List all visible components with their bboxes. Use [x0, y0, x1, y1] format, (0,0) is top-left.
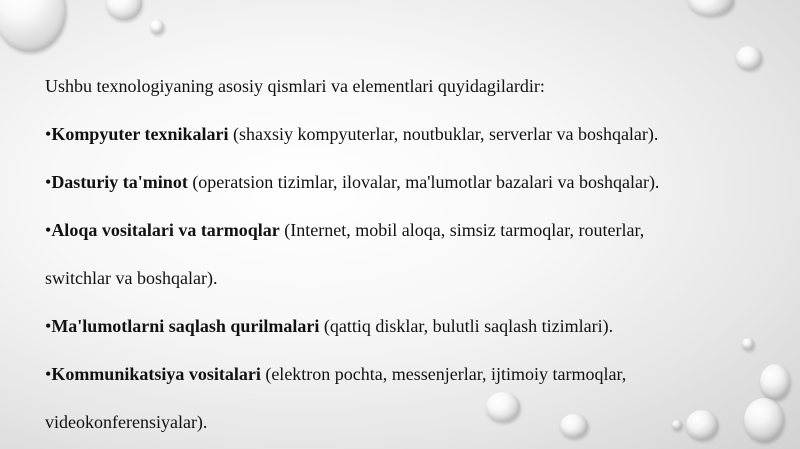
item-description: (Internet, mobil aloqa, simsiz tarmoqlar, routerlar,: [279, 220, 645, 240]
bullet: •: [45, 220, 52, 240]
water-drop-decoration: [0, 0, 66, 52]
list-item: [45, 110, 765, 158]
item-continuation: switchlar va boshqalar).: [45, 268, 218, 288]
item-term: Kompyuter texnikalari: [51, 124, 229, 144]
slide-body: [45, 62, 765, 446]
bullet: •: [45, 316, 52, 336]
item-description: (shaxsiy kompyuterlar, noutbuklar, serverlar va boshqalar).: [228, 124, 659, 144]
intro-text: Ushbu texnologiyaning asosiy qismlari va elementlari quyidagilardir:: [45, 76, 545, 96]
bullet: •: [45, 124, 52, 144]
list-item: [45, 350, 765, 398]
list-item: [45, 158, 765, 206]
list-item: [45, 302, 765, 350]
item-continuation: videokonferensiyalar).: [45, 412, 208, 432]
item-term: Dasturiy ta'minot: [51, 172, 188, 192]
bullet: •: [45, 172, 52, 192]
water-drop-decoration: [106, 0, 142, 20]
item-term: Kommunikatsiya vositalari: [51, 364, 261, 384]
water-drop-decoration: [150, 20, 164, 34]
item-description: (elektron pochta, messenjerlar, ijtimoiy tarmoqlar,: [260, 364, 627, 384]
bullet: •: [45, 364, 52, 384]
item-description: (operatsion tizimlar, ilovalar, ma'lumotlar bazalari va boshqalar).: [187, 172, 660, 192]
list-item: [45, 206, 765, 254]
item-term: Aloqa vositalari va tarmoqlar: [51, 220, 280, 240]
water-drop-decoration: [688, 0, 734, 16]
item-description: (qattiq disklar, bulutli saqlash tizimlari).: [319, 316, 614, 336]
item-term: Ma'lumotlarni saqlash qurilmalari: [51, 316, 320, 336]
